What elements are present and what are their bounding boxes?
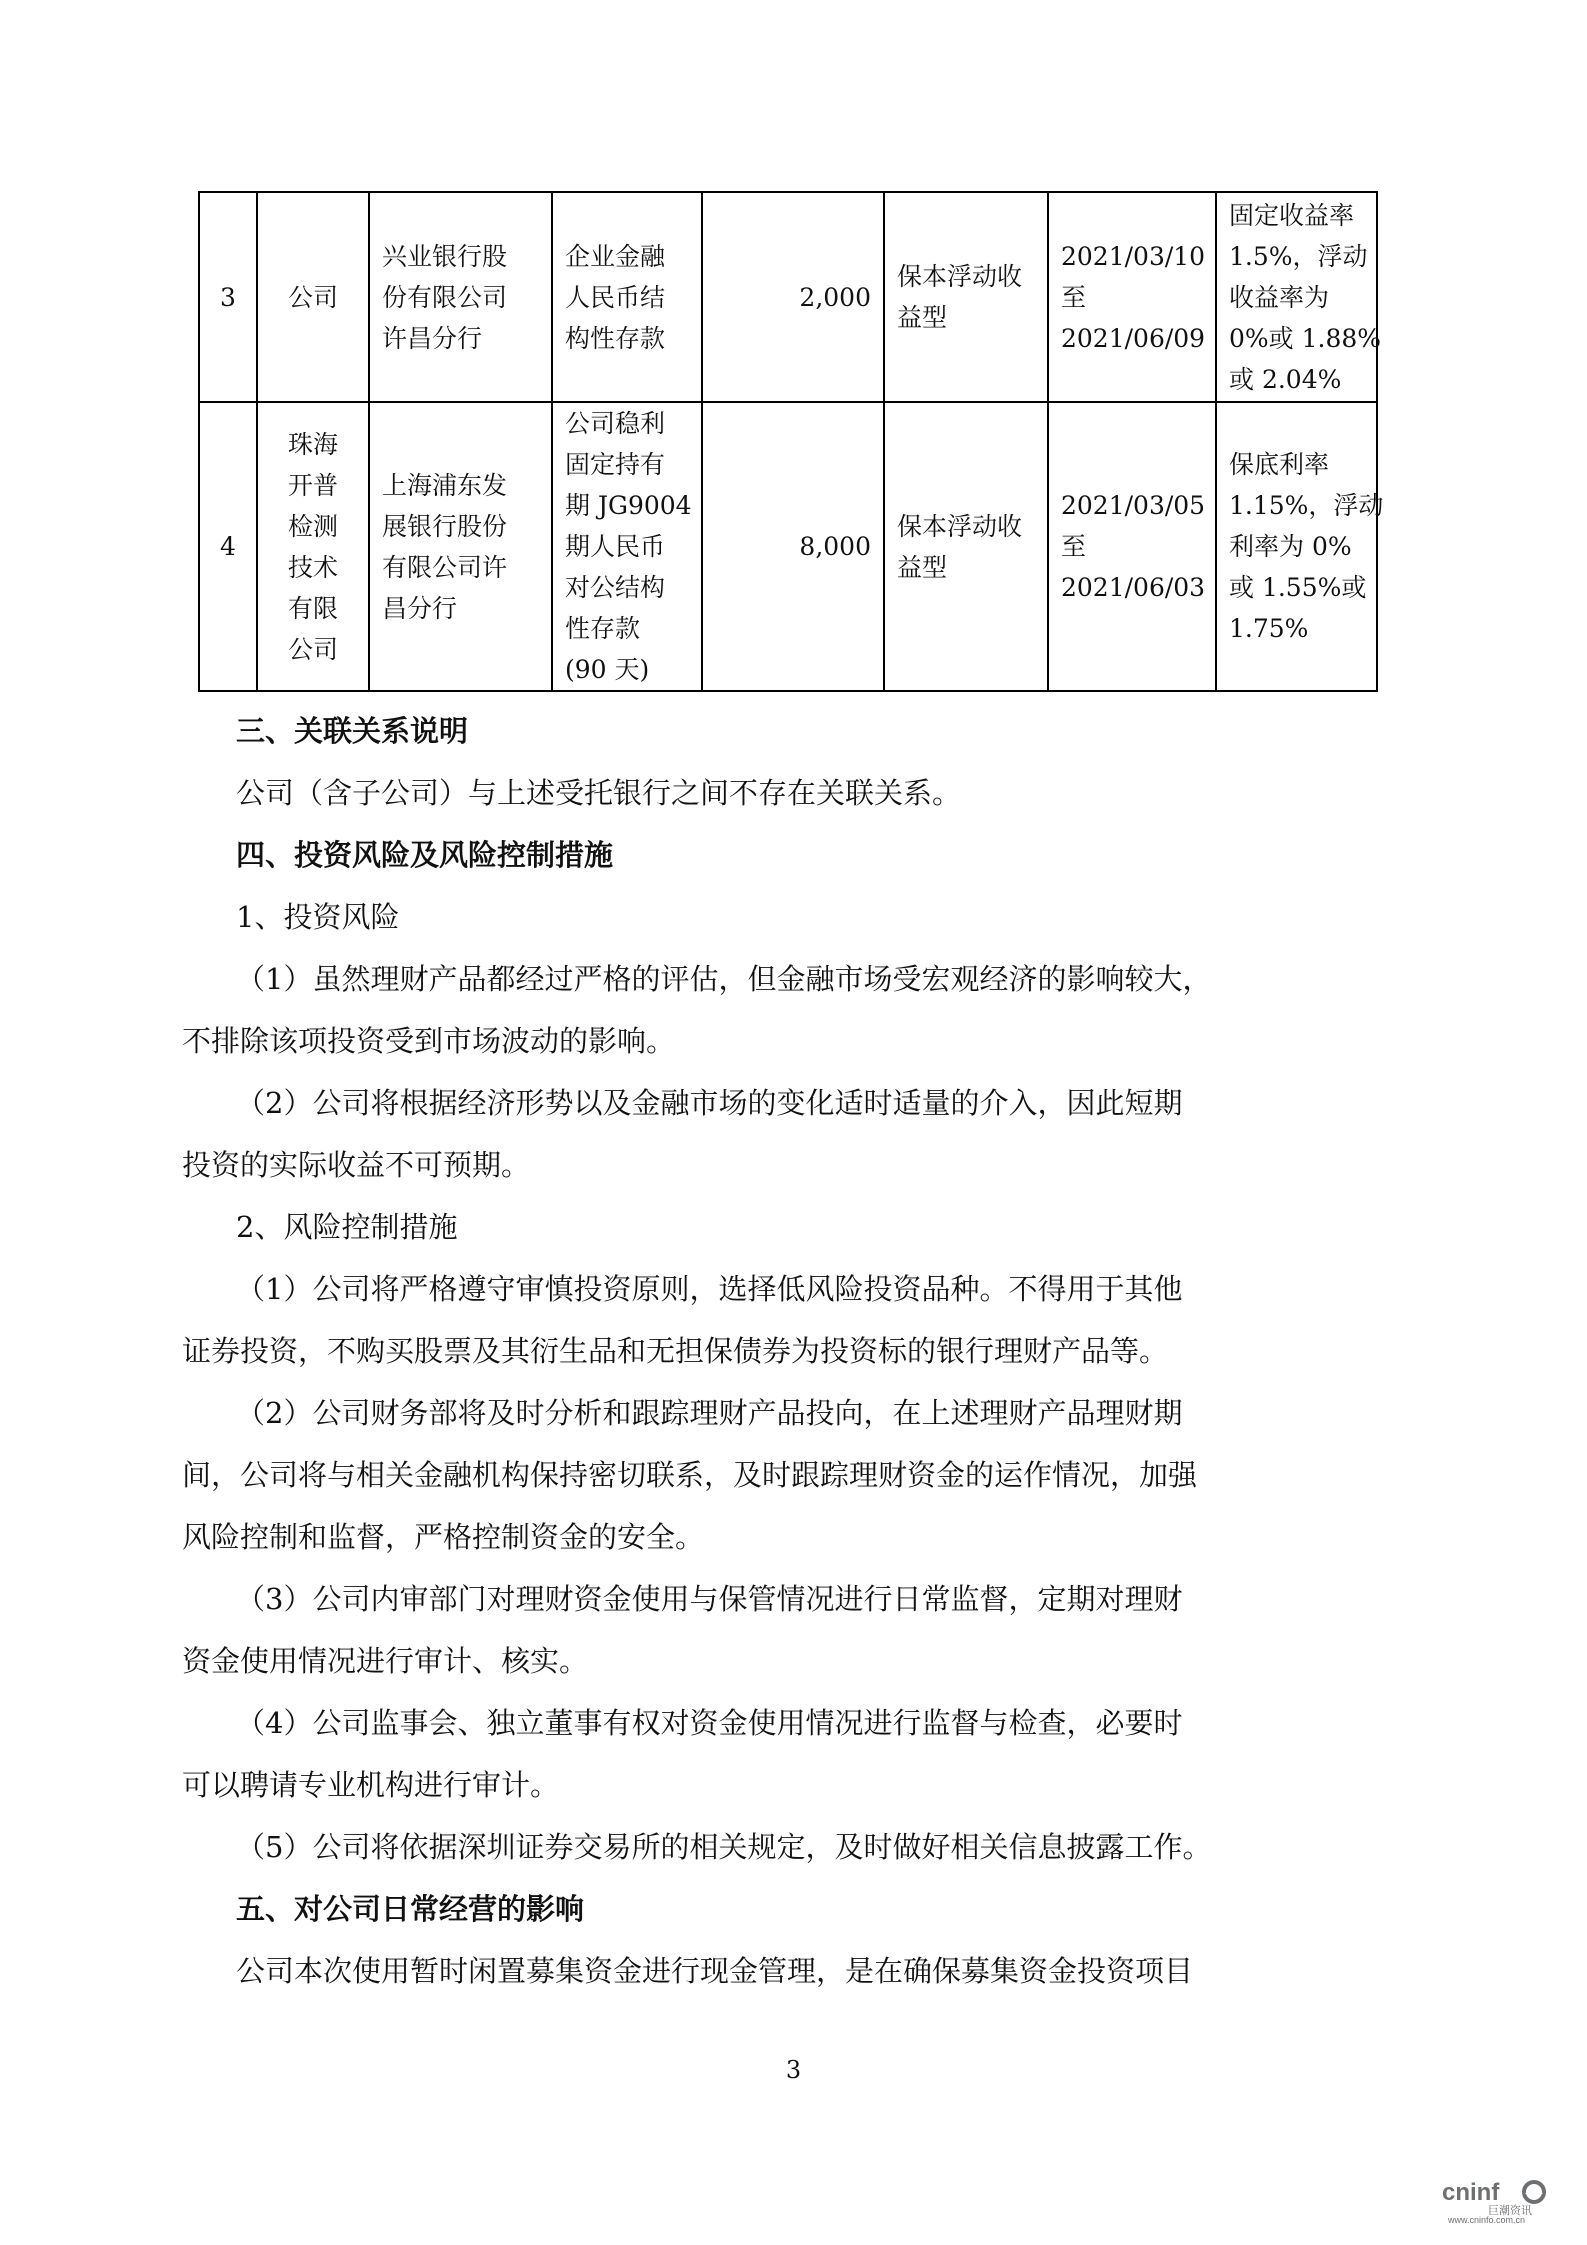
paragraph: 公司（含子公司）与上述受托银行之间不存在关联关系。 [236,776,962,810]
bank-cell: 上海浦东发 展银行股份 有限公司许 昌分行 [369,402,552,691]
paragraph: （5）公司将依据深圳证券交易所的相关规定，及时做好相关信息披露工作。 [236,1830,1212,1864]
product-cell: 企业金融 人民币结 构性存款 [552,192,702,402]
product-type-cell: 保本浮动收 益型 [884,192,1048,402]
document-body [182,700,1336,2002]
paragraph: （2）公司将根据经济形势以及金融市场的变化适时适量的介入，因此短期 [236,1086,1183,1120]
paragraph-continuation: 风险控制和监督，严格控制资金的安全。 [182,1520,705,1554]
financial-products-table [198,191,1384,692]
product-type-cell: 保本浮动收 益型 [884,402,1048,691]
entity-cell: 公司 [257,192,369,402]
paragraph-continuation: 间，公司将与相关金融机构保持密切联系，及时跟踪理财资金的运作情况，加强 [182,1458,1198,1492]
paragraph-continuation: 不排除该项投资受到市场波动的影响。 [182,1024,676,1058]
section-heading: 四、投资风险及风险控制措施 [236,838,614,872]
rate-cell: 固定收益率 1.5%，浮动 收益率为 0%或 1.88% 或 2.04% [1216,192,1377,402]
period-cell: 2021/03/10 至 2021/06/09 [1048,192,1216,402]
bank-cell: 兴业银行股 份有限公司 许昌分行 [369,192,552,402]
amount-cell: 2,000 [702,192,884,402]
paragraph-continuation: 资金使用情况进行审计、核实。 [182,1644,589,1678]
table-row [199,192,1377,402]
page-number: 3 [785,2056,802,2084]
section-heading: 五、对公司日常经营的影响 [236,1892,585,1926]
paragraph: 公司本次使用暂时闲置募集资金进行现金管理，是在确保募集资金投资项目 [236,1954,1194,1988]
paragraph: （1）虽然理财产品都经过严格的评估，但金融市场受宏观经济的影响较大， [236,962,1212,996]
paragraph: （2）公司财务部将及时分析和跟踪理财产品投向，在上述理财产品理财期 [236,1396,1183,1430]
cninfo-logo [1440,2176,1550,2224]
svg-text:cninf: cninf [1442,2179,1500,2206]
product-cell: 公司稳利 固定持有 期 JG9004 期人民币 对公结构 性存款 (90 天) [552,402,702,691]
paragraph: （3）公司内审部门对理财资金使用与保管情况进行日常监督，定期对理财 [236,1582,1183,1616]
svg-text:巨潮资讯: 巨潮资讯 [1488,2204,1532,2217]
row-number: 4 [199,402,257,691]
paragraph-continuation: 投资的实际收益不可预期。 [182,1148,531,1182]
subsection-title: 2、风险控制措施 [236,1210,458,1244]
period-cell: 2021/03/05 至 2021/06/03 [1048,402,1216,691]
paragraph-continuation: 可以聘请专业机构进行审计。 [182,1768,560,1802]
paragraph: （1）公司将严格遵守审慎投资原则，选择低风险投资品种。不得用于其他 [236,1272,1183,1306]
table-row [199,402,1377,691]
section-heading: 三、关联关系说明 [236,714,469,748]
svg-text:www.cninfo.com.cn: www.cninfo.com.cn [1448,2215,1526,2224]
paragraph: （4）公司监事会、独立董事有权对资金使用情况进行监督与检查，必要时 [236,1706,1183,1740]
entity-cell: 珠海 开普 检测 技术 有限 公司 [257,402,369,691]
subsection-title: 1、投资风险 [236,900,400,934]
paragraph-continuation: 证券投资，不购买股票及其衍生品和无担保债券为投资标的银行理财产品等。 [182,1334,1169,1368]
rate-cell: 保底利率 1.15%，浮动 利率为 0% 或 1.55%或 1.75% [1216,402,1377,691]
amount-cell: 8,000 [702,402,884,691]
row-number: 3 [199,192,257,402]
